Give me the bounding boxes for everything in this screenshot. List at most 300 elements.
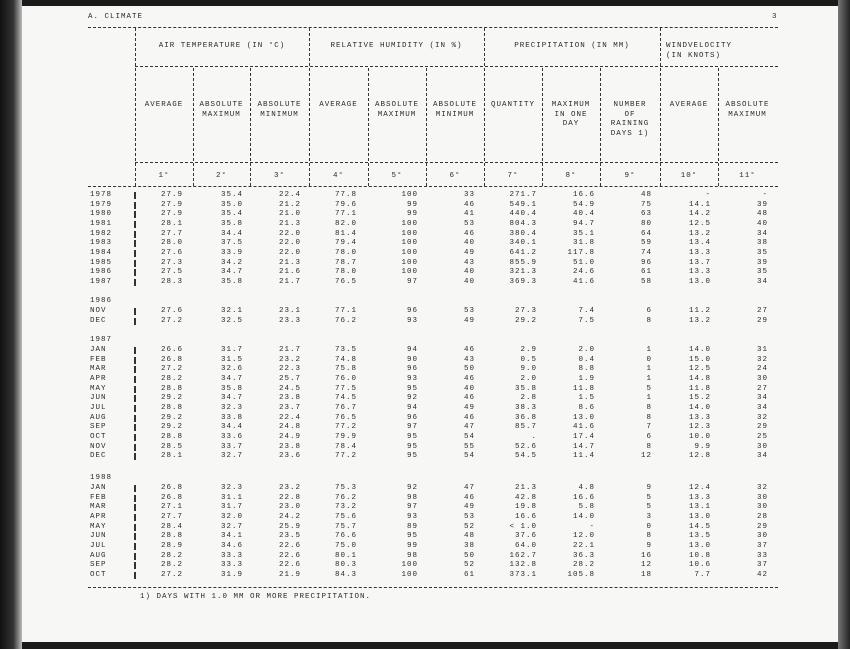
table-cell: 6 [646,307,652,315]
table-cell: 77.1 [334,210,357,219]
table-cell: < 1.0 [509,522,537,531]
table-cell: 23.8 [278,442,301,451]
table-cell: . [531,433,537,442]
table-cell: 15.0 [688,355,711,364]
table-cell: 26.8 [160,355,183,364]
table-cell: 28.3 [160,278,183,287]
table-cell: 27 [756,307,768,315]
table-cell: 35.8 [220,220,243,229]
table-cell: 16.6 [572,493,595,502]
group-wind-units: (IN KNOTS) [666,52,722,60]
table-cell: 23.2 [278,484,301,492]
table-cell: 48 [463,532,475,541]
table-cell: 79.9 [334,433,357,442]
table-cell: 80.1 [334,551,357,560]
table-cell: 94 [406,404,418,413]
table-cell: 22.8 [278,493,301,502]
table-cell: 92 [406,484,418,492]
table-cell: 40 [463,239,475,248]
table-cell: 14.5 [688,522,711,531]
column-divider [250,68,251,186]
table-cell: 95 [406,433,418,442]
table-cell: 53 [463,307,475,315]
table-cell: 12.8 [688,452,711,461]
table-cell: 41.6 [572,278,595,287]
table-cell: 28.8 [160,532,183,541]
table-cell: 37.5 [220,239,243,248]
section-heading: 1988 [90,474,113,482]
table-cell: 10.6 [688,561,711,570]
row-label: SEP [90,561,107,570]
table-cell: 75.6 [334,513,357,522]
table-cell: 30 [756,375,768,384]
table-cell: 28.8 [160,384,183,393]
table-cell: 26.8 [160,484,183,492]
column-number: 1° [158,172,170,180]
table-cell: 28.2 [160,561,183,570]
table-cell: 21.7 [278,278,301,287]
table-cell: 32.6 [220,365,243,374]
table-cell: 35.4 [220,191,243,199]
table-cell: 76.6 [334,532,357,541]
table-cell: 36.8 [514,413,537,422]
table-cell: 641.2 [509,249,537,258]
column-header: ABSOLUTE [199,101,244,109]
table-cell: 40 [756,220,768,229]
table-cell: 38 [463,542,475,551]
table-cell: 24.2 [278,513,301,522]
table-cell: 75.0 [334,542,357,551]
bottom-rule [88,587,778,588]
table-cell: 29 [756,316,768,325]
table-cell: 380.4 [509,229,537,238]
table-cell: 1.9 [578,375,595,384]
footnote: 1) DAYS WITH 1.0 MM OR MORE PRECIPITATION. [140,593,372,601]
table-cell: 37.6 [514,532,537,541]
column-number: 8° [565,172,577,180]
table-cell: 54.9 [572,200,595,209]
table-cell: 7 [646,423,652,432]
table-cell: 38.3 [514,404,537,413]
table-cell: 93 [406,375,418,384]
table-cell: 7.7 [694,571,711,580]
column-header: ABSOLUTE [725,101,770,109]
table-cell: 13.0 [688,542,711,551]
table-cell: 8 [646,316,652,325]
table-cell: 40.4 [572,210,595,219]
table-cell: 37 [756,542,768,551]
table-cell: 28.8 [160,433,183,442]
table-cell: 100 [401,571,418,580]
table-cell: 9 [646,484,652,492]
table-cell: 40 [463,384,475,393]
column-number: 5° [391,172,403,180]
table-cell: 27.9 [160,191,183,199]
column-header: DAYS 1) [610,129,650,138]
table-cell: 46 [463,200,475,209]
table-cell: 29.2 [160,394,183,403]
table-cell: 9 [646,542,652,551]
table-cell: 14.0 [688,346,711,354]
section-heading: 1986 [90,297,113,305]
table-cell: 12.5 [688,365,711,374]
table-cell: 13.1 [688,503,711,512]
table-cell: 46 [463,413,475,422]
table-cell: 11.4 [572,452,595,461]
table-cell: 7.4 [578,307,595,315]
table-cell: 0 [646,355,652,364]
table-cell: 13.2 [688,229,711,238]
table-cell: 34 [756,452,768,461]
table-cell: 8 [646,413,652,422]
table-cell: 42 [756,571,768,580]
table-cell: 100 [401,191,418,199]
table-cell: 76.2 [334,316,357,325]
table-cell: 22.6 [278,551,301,560]
table-cell: 48 [640,191,652,199]
column-header: MAXIMUM [202,110,241,119]
row-label: JUN [90,532,107,541]
column-header: QUANTITY [490,101,535,109]
table-cell: 79.6 [334,200,357,209]
table-cell: 117.8 [567,249,595,258]
table-cell: 95 [406,384,418,393]
column-header: MINIMUM [435,110,475,119]
table-cell: 12.0 [572,532,595,541]
table-cell: 33.9 [220,249,243,258]
table-cell: 75 [640,200,652,209]
table-cell: 77.2 [334,423,357,432]
row-label: AUG [90,551,107,560]
table-cell: 12 [640,561,652,570]
table-cell: 855.9 [509,258,537,267]
table-cell: 5.8 [578,503,595,512]
table-cell: 28 [756,513,768,522]
table-cell: 35 [756,249,768,258]
row-label: DEC [90,316,107,325]
table-cell: 35.8 [220,278,243,287]
row-label: 1983 [90,239,113,248]
header-bottom-rule [88,186,778,187]
table-cell: 21.3 [514,484,537,492]
table-cell: 73.5 [334,346,357,354]
table-cell: 32.5 [220,316,243,325]
row-label: AUG [90,413,107,422]
table-cell: 29 [756,423,768,432]
table-cell: 4.8 [578,484,595,492]
table-cell: 76.7 [334,404,357,413]
top-rule [88,27,778,28]
table-cell: 49 [463,404,475,413]
table-cell: - [589,522,595,531]
table-cell: 22.0 [278,239,301,248]
table-cell: 42.8 [514,493,537,502]
table-cell: 8 [646,404,652,413]
table-cell: 74 [640,249,652,258]
table-cell: 13.7 [688,258,711,267]
table-cell: 1 [646,375,652,384]
table-cell: 100 [401,229,418,238]
table-cell: 0 [646,522,652,531]
table-cell: 27.2 [160,365,183,374]
table-cell: 32.0 [220,513,243,522]
table-cell: 28.8 [160,404,183,413]
table-cell: 80.3 [334,561,357,570]
table-cell: 33.3 [220,551,243,560]
table-cell: 22.1 [572,542,595,551]
table-cell: 24.5 [278,384,301,393]
table-cell: 12 [640,452,652,461]
table-cell: 13.3 [688,493,711,502]
row-label: JUN [90,394,107,403]
table-cell: 34.6 [220,542,243,551]
table-cell: 27.7 [160,513,183,522]
group-rule [135,66,778,67]
row-label: NOV [90,442,107,451]
row-label: 1985 [90,258,113,267]
table-cell: 24 [756,365,768,374]
table-cell: 32.3 [220,484,243,492]
table-cell: 1 [646,346,652,354]
table-cell: 21.3 [278,220,301,229]
table-cell: 34.7 [220,268,243,277]
table-cell: 28.1 [160,452,183,461]
table-cell: 93 [406,316,418,325]
table-cell: 95 [406,452,418,461]
table-cell: 33.6 [220,433,243,442]
column-header: MAXIMUM [551,101,591,109]
table-cell: 340.1 [509,239,537,248]
table-cell: 14.0 [572,513,595,522]
table-cell: 31.5 [220,355,243,364]
table-cell: 9.9 [694,442,711,451]
table-cell: 34 [756,229,768,238]
table-cell: 40 [463,268,475,277]
table-cell: 100 [401,258,418,267]
table-cell: 64.0 [514,542,537,551]
column-header: RAINING [610,120,650,128]
table-cell: 35.8 [514,384,537,393]
table-cell: 78.0 [334,249,357,258]
table-cell: 22.4 [278,413,301,422]
table-cell: 29.2 [160,423,183,432]
table-cell: 97 [406,503,418,512]
table-cell: 31.7 [220,503,243,512]
table-cell: 59 [640,239,652,248]
table-cell: 5 [646,493,652,502]
row-label: MAR [90,503,107,512]
table-cell: 16 [640,551,652,560]
table-cell: 27.6 [160,249,183,258]
group-air-temperature: AIR TEMPERATURE (IN °C) [158,42,286,50]
table-cell: 34.4 [220,229,243,238]
table-cell: 78.4 [334,442,357,451]
table-cell: 77.8 [334,191,357,199]
table-cell: 77.5 [334,384,357,393]
table-cell: 49 [463,503,475,512]
table-cell: 29.2 [514,316,537,325]
column-header: ABSOLUTE [257,101,302,109]
table-cell: 32 [756,484,768,492]
table-cell: 23.5 [278,532,301,541]
table-cell: 43 [463,355,475,364]
table-cell: 22.4 [278,191,301,199]
row-label: JAN [90,484,107,492]
table-cell: 35.4 [220,210,243,219]
table-cell: 28.5 [160,442,183,451]
table-cell: 14.0 [688,404,711,413]
table-cell: 804.3 [509,220,537,229]
table-cell: 17.4 [572,433,595,442]
table-cell: 35 [756,268,768,277]
table-cell: 31.9 [220,571,243,580]
table-cell: 28.1 [160,220,183,229]
table-cell: 21.7 [278,346,301,354]
table-cell: 34.1 [220,532,243,541]
table-cell: 5 [646,503,652,512]
table-cell: 40 [463,278,475,287]
table-cell: 21.0 [278,210,301,219]
table-cell: 94.7 [572,220,595,229]
table-cell: 14.7 [572,442,595,451]
table-cell: 24.9 [278,433,301,442]
table-cell: 28.9 [160,542,183,551]
table-cell: 16.6 [514,513,537,522]
header-rule [135,162,778,163]
table-cell: 74.5 [334,394,357,403]
table-cell: 14.8 [688,375,711,384]
table-cell: 25.9 [278,522,301,531]
table-cell: 85.7 [514,423,537,432]
table-cell: 61 [463,571,475,580]
table-cell: 2.9 [520,346,537,354]
row-label: OCT [90,433,107,442]
table-cell: 18 [640,571,652,580]
row-label: 1981 [90,220,113,229]
table-cell: 23.0 [278,503,301,512]
table-cell: 43 [463,258,475,267]
table-cell: 34.2 [220,258,243,267]
table-cell: 27.3 [160,258,183,267]
column-header: AVERAGE [319,101,358,109]
table-cell: 54 [463,433,475,442]
table-cell: 46 [463,493,475,502]
table-cell: 29.2 [160,413,183,422]
table-cell: 89 [406,522,418,531]
table-cell: 39 [756,258,768,267]
table-cell: 53 [463,220,475,229]
row-label: 1984 [90,249,113,258]
table-cell: 13.0 [688,513,711,522]
table-cell: 49 [463,316,475,325]
table-cell: 162.7 [509,551,537,560]
row-label: FEB [90,355,107,364]
table-cell: 51.0 [572,258,595,267]
table-cell: 92 [406,394,418,403]
table-cell: 33 [463,191,475,199]
column-number: 7° [507,172,519,180]
row-label: FEB [90,493,107,502]
column-number: 4° [332,172,344,180]
table-cell: 14.2 [688,210,711,219]
table-cell: 19.8 [514,503,537,512]
table-cell: 54.5 [514,452,537,461]
table-cell: 46 [463,375,475,384]
table-cell: 32 [756,413,768,422]
table-cell: 28.4 [160,522,183,531]
book-spine [0,0,22,649]
column-number: 2° [215,172,227,180]
table-cell: 23.6 [278,452,301,461]
table-cell: 30 [756,493,768,502]
table-cell: 32.7 [220,452,243,461]
table-cell: 96 [406,413,418,422]
column-header: NUMBER [613,101,647,109]
table-cell: 61 [640,268,652,277]
page-edge [838,0,850,649]
table-cell: 22.6 [278,542,301,551]
column-number: 6° [449,172,461,180]
table-cell: 76.5 [334,413,357,422]
table-cell: 49 [463,249,475,258]
table-cell: 52.6 [514,442,537,451]
table-cell: 12.3 [688,423,711,432]
table-cell: 2.0 [520,375,537,384]
table-cell: 34.7 [220,375,243,384]
table-cell: 27.9 [160,210,183,219]
table-cell: 47 [463,484,475,492]
table-cell: 100 [401,239,418,248]
table-cell: 27.2 [160,571,183,580]
table-cell: 369.3 [509,278,537,287]
table-cell: 21.3 [278,258,301,267]
table-cell: 38 [756,239,768,248]
table-cell: 8 [646,532,652,541]
column-header: MAXIMUM [377,110,417,119]
table-cell: 15.2 [688,394,711,403]
table-cell: 74.8 [334,355,357,364]
table-cell: 81.4 [334,229,357,238]
table-cell: 13.2 [688,316,711,325]
table-cell: 27.6 [160,307,183,315]
table-cell: 34 [756,394,768,403]
table-cell: 13.0 [688,278,711,287]
table-cell: 27.2 [160,316,183,325]
column-number: 9° [624,172,636,180]
table-cell: 26.8 [160,493,183,502]
table-cell: 22.0 [278,249,301,258]
table-cell: 99 [406,210,418,219]
row-label: JAN [90,346,107,354]
table-cell: 13.0 [572,413,595,422]
table-cell: 100 [401,268,418,277]
row-label: MAY [90,384,107,393]
table-cell: 79.4 [334,239,357,248]
table-cell: 31.7 [220,346,243,354]
table-cell: 22.0 [278,229,301,238]
table-cell: 64 [640,229,652,238]
table-cell: 52 [463,522,475,531]
table-cell: 2.8 [520,394,537,403]
row-label: 1982 [90,229,113,238]
table-cell: 73.2 [334,503,357,512]
column-header: AVERAGE [144,101,184,109]
table-cell: 11.8 [572,384,595,393]
group-wind-velocity: WINDVELOCITY [666,42,733,50]
table-cell: 23.3 [278,316,301,325]
table-cell: 13.3 [688,268,711,277]
table-cell: 95 [406,442,418,451]
